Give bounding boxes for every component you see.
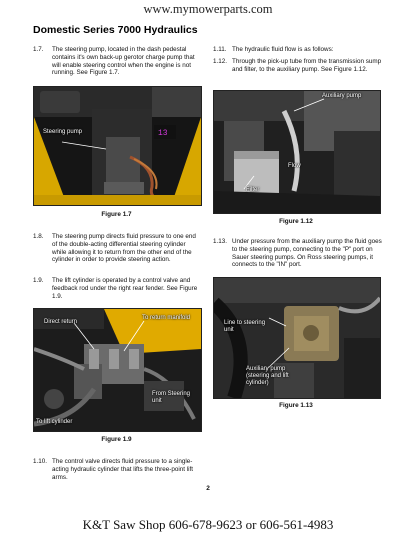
label-auxiliary-pump-steering-lift: Auxiliary pump (steering and lift cylinder)	[246, 366, 289, 386]
figure-1-13-photo	[213, 277, 381, 399]
steering-pump-photo	[34, 87, 201, 205]
label-direct-return: Direct return	[44, 319, 78, 325]
figure-1-9-photo	[33, 308, 202, 432]
figure-1-7-photo	[33, 86, 202, 206]
paragraph-number: 1.12.	[213, 58, 228, 65]
paragraph-text: The steering pump, located in the dash pedestal contains it's own back-up gerotor charge pump that will enable steering control when the engine is not running. See Figure 1.7.	[52, 46, 195, 77]
svg-text:13: 13	[158, 129, 168, 138]
watermark-url: www.mymowerparts.com	[143, 2, 273, 16]
figure-1-9-caption: Figure 1.9	[101, 436, 132, 443]
paragraph-1-8	[33, 233, 201, 273]
paragraph-1-7	[33, 46, 201, 86]
footer-contact: K&T Saw Shop 606-678-9623 or 606-561-4983	[82, 517, 334, 532]
paragraph-1-9	[33, 277, 201, 303]
paragraph-1-10	[33, 458, 201, 484]
label-filter: Filter	[246, 187, 260, 193]
paragraph-number: 1.9.	[33, 277, 44, 284]
paragraph-1-11	[213, 46, 383, 55]
paragraph-text: The control valve directs fluid pressure to a single-acting hydraulic cylinder that lifts the three-point lift arms.	[52, 458, 194, 481]
paragraph-number: 1.13.	[213, 238, 228, 245]
figure-1-13-caption: Figure 1.13	[279, 402, 313, 409]
paragraph-text: Under pressure from the auxiliary pump the fluid goes to the steering pump, connecting to the "P" port on Sauer steering pumps. On Ross steering pumps, it connects to the "IN" port.	[232, 238, 382, 269]
paragraph-text: The lift cylinder is operated by a control valve and feedback rod under the right rear fender. See Figure 1.9.	[52, 277, 198, 300]
figure-1-7-caption: Figure 1.7	[101, 211, 132, 218]
paragraph-1-12	[213, 58, 383, 84]
paragraph-number: 1.11.	[213, 46, 227, 53]
label-auxiliary-pump: Auxiliary pump	[322, 93, 362, 99]
label-line-to-steering-unit: Line to steering unit	[224, 320, 266, 333]
label-steering-pump: Steering pump	[43, 129, 83, 135]
label-from-steering-unit: From Steering unit	[152, 391, 191, 404]
label-to-lift-cylinder: To lift cylinder	[36, 419, 73, 425]
paragraph-number: 1.10.	[33, 458, 48, 465]
paragraph-text: Through the pick-up tube from the transmission sump and filter, to the auxiliary pump. See Figure 1.12.	[232, 58, 382, 73]
control-valve-photo	[34, 309, 201, 431]
page-title: Domestic Series 7000 Hydraulics	[33, 24, 198, 36]
paragraph-number: 1.7.	[33, 46, 44, 53]
figure-1-12-caption: Figure 1.12	[279, 218, 313, 225]
paragraph-number: 1.8.	[33, 233, 44, 240]
figure-1-12-photo	[213, 90, 381, 214]
paragraph-text: The steering pump directs fluid pressure to one end of the double-acting differential steering cylinder while allowing it to return from the other end of the cylinder in order to provide steering action.	[52, 233, 196, 264]
page-number: 2	[206, 485, 210, 492]
label-flow: Flow	[288, 163, 301, 169]
paragraph-text: The hydraulic fluid flow is as follows:	[232, 46, 334, 53]
filter-and-auxiliary-pump-photo	[214, 91, 380, 213]
label-to-return-manifold: To return manifold	[142, 315, 191, 321]
paragraph-1-13	[213, 238, 383, 272]
